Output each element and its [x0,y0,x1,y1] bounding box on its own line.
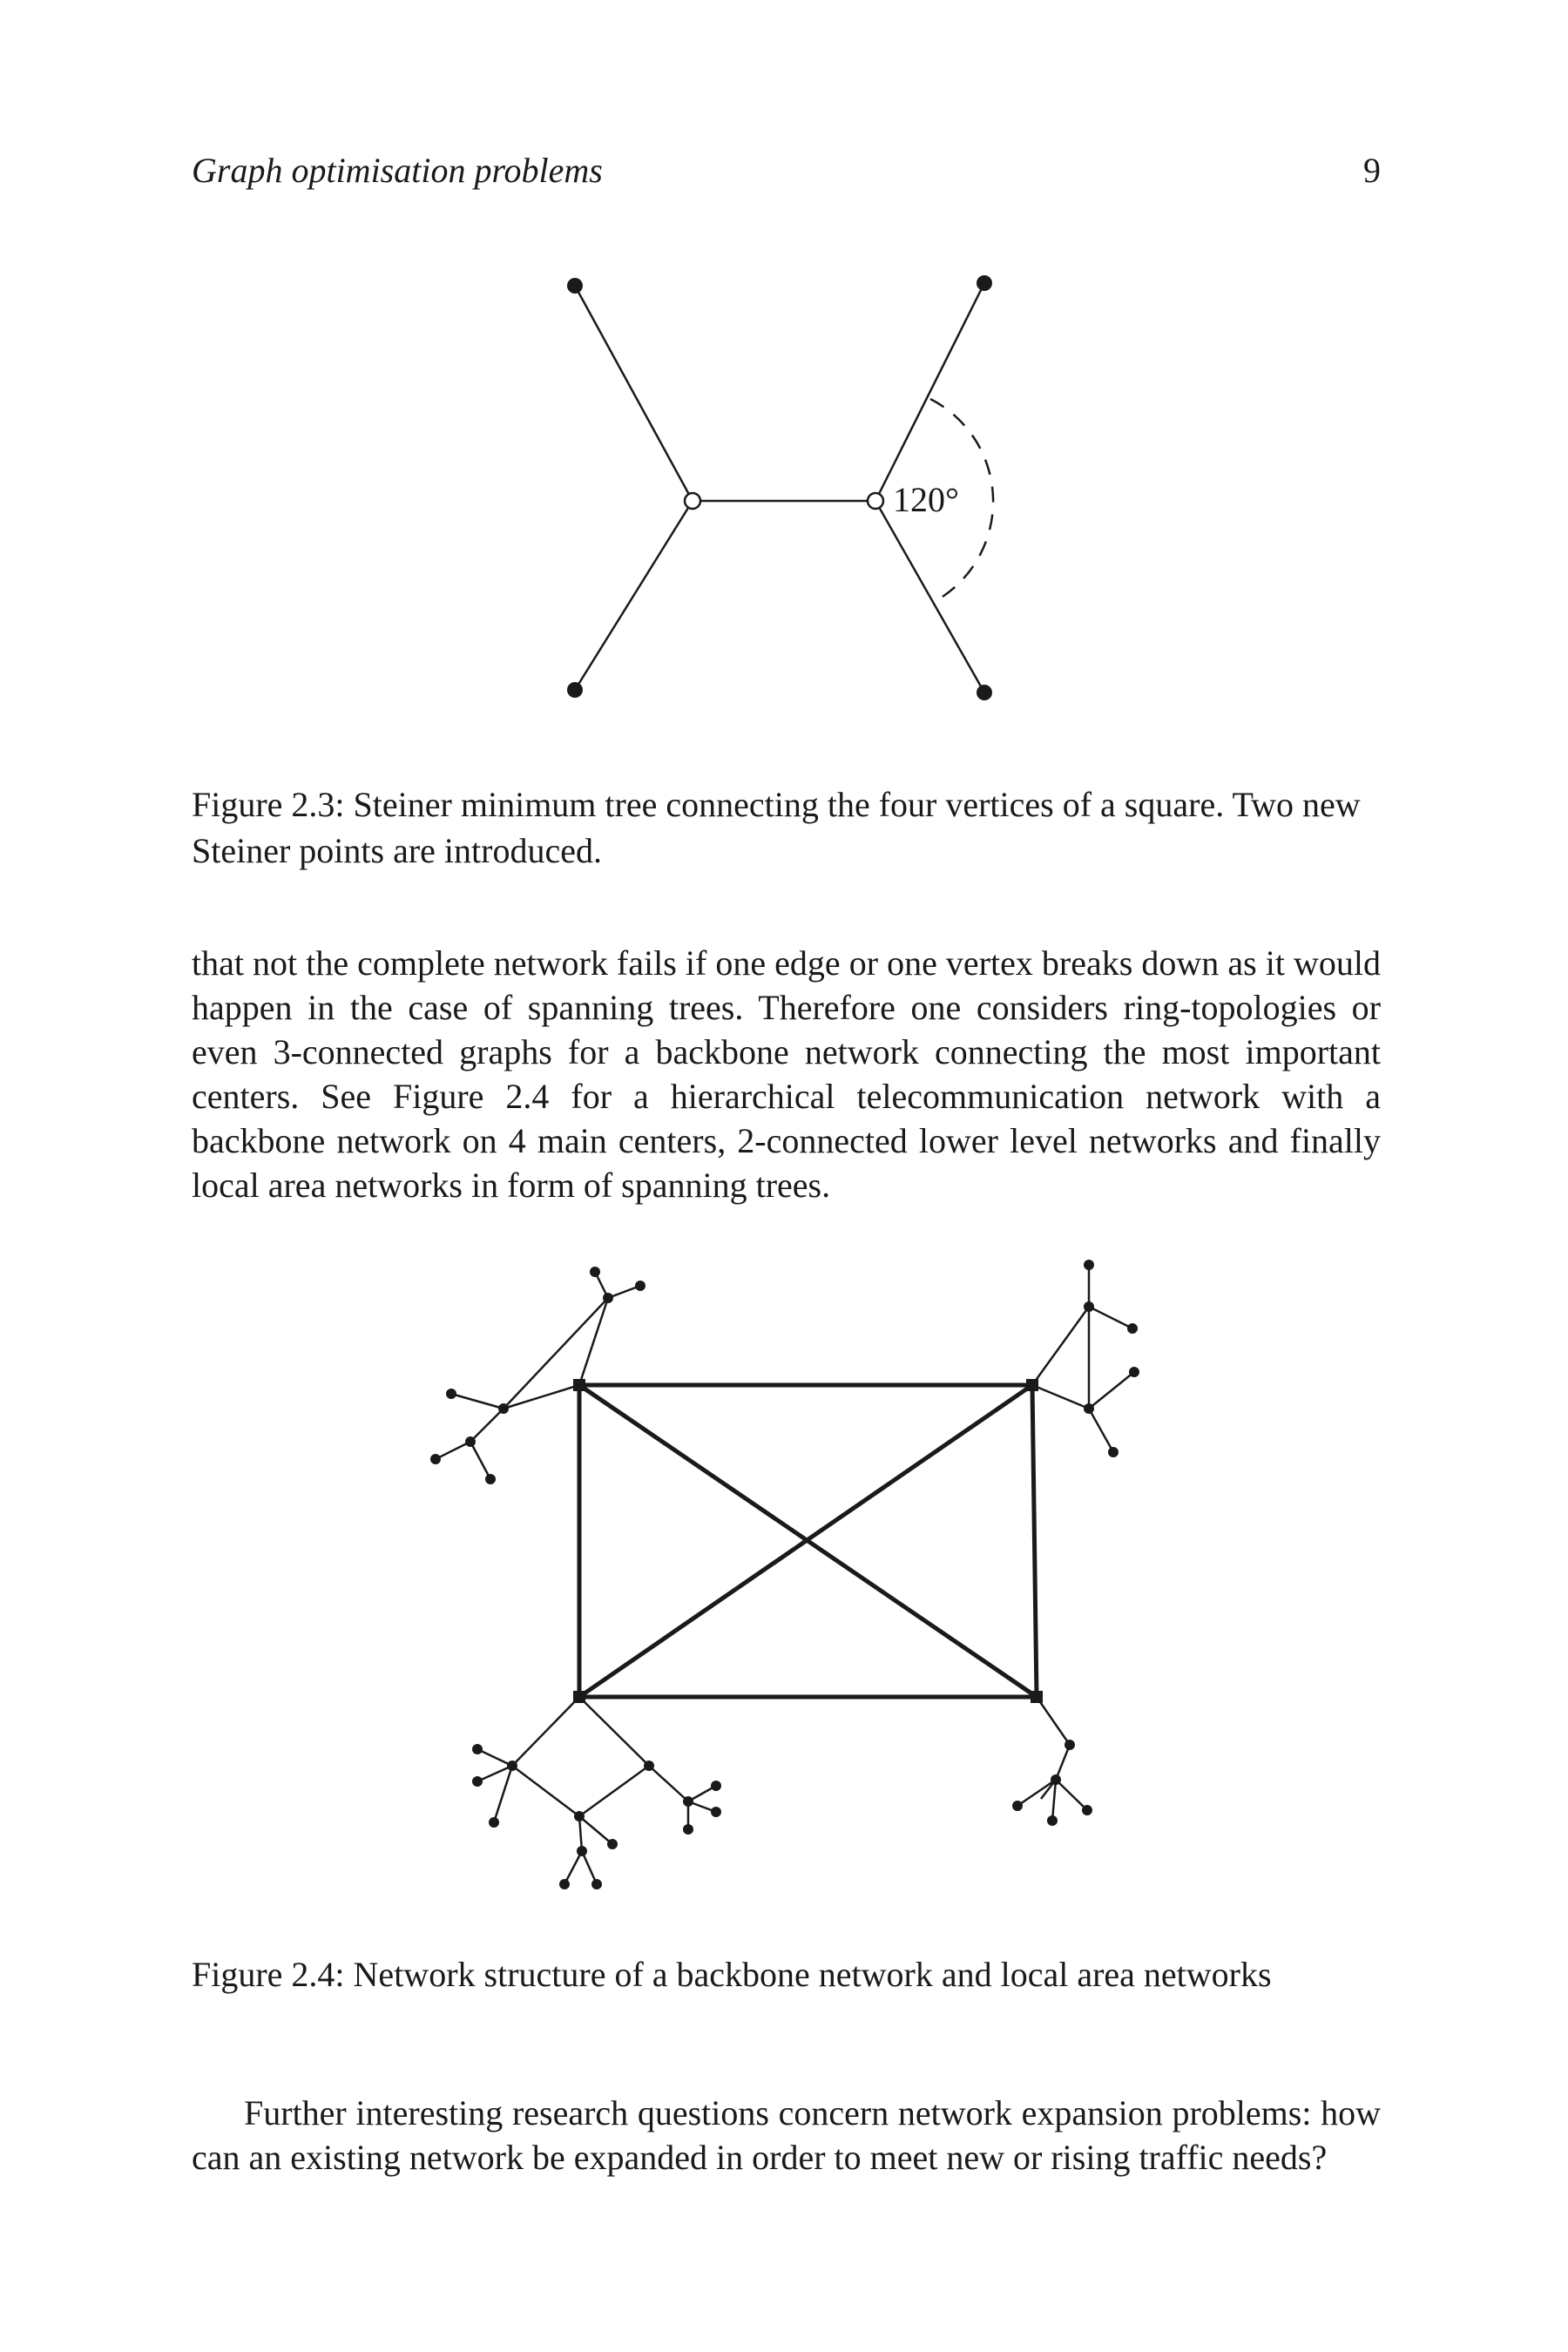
steiner-point [685,493,700,509]
steiner-edge [875,283,984,501]
steiner-edge [575,501,693,690]
figure-2-4-network [0,1237,1568,1908]
terminal-vertex [977,275,992,291]
terminal-vertex [567,278,583,294]
backbone-network [579,1385,1037,1697]
steiner-edge [875,501,984,693]
angle-label: 120° [893,480,959,519]
figure-2-3-steiner-tree [0,244,1568,732]
terminal-vertex [567,682,583,698]
local-network-bottom-right [1017,1697,1087,1821]
terminal-vertex [977,685,992,700]
local-network-bottom-left [477,1697,716,1884]
page-number: 9 [1363,151,1381,190]
steiner-edge [575,286,693,501]
local-nodes-top-left [430,1267,645,1484]
body-paragraph: Further interesting research questions concern network expansion problems: how can an existing network be expanded in order to meet new or rising traffic needs? [192,2093,1381,2177]
local-nodes-bottom-left [472,1744,721,1889]
backbone-edge [1032,1385,1037,1697]
steiner-point [868,493,883,509]
local-network-top-right [1032,1265,1134,1452]
figure-2-4-caption: Figure 2.4: Network structure of a backbone network and local area networks [192,1955,1272,1994]
body-paragraph: that not the complete network fails if one edge or one vertex breaks down as it would happen in the case of spanning trees. Therefore one considers ring-topologies or even 3-connected graphs for a backbone network connecting the most important centers. See Figure 2.4 for a hierarchical telecommunication network with a backbone network on 4 main centers, 2-connected lower level networks and finally local area networks in form of spanning trees. [192,943,1381,1205]
local-nodes-top-right [1084,1260,1139,1457]
running-head: Graph optimisation problems [192,151,603,190]
figure-2-3-caption: Figure 2.3: Steiner minimum tree connecting the four vertices of a square. Two new Steiner points are introduced. [192,785,1361,870]
